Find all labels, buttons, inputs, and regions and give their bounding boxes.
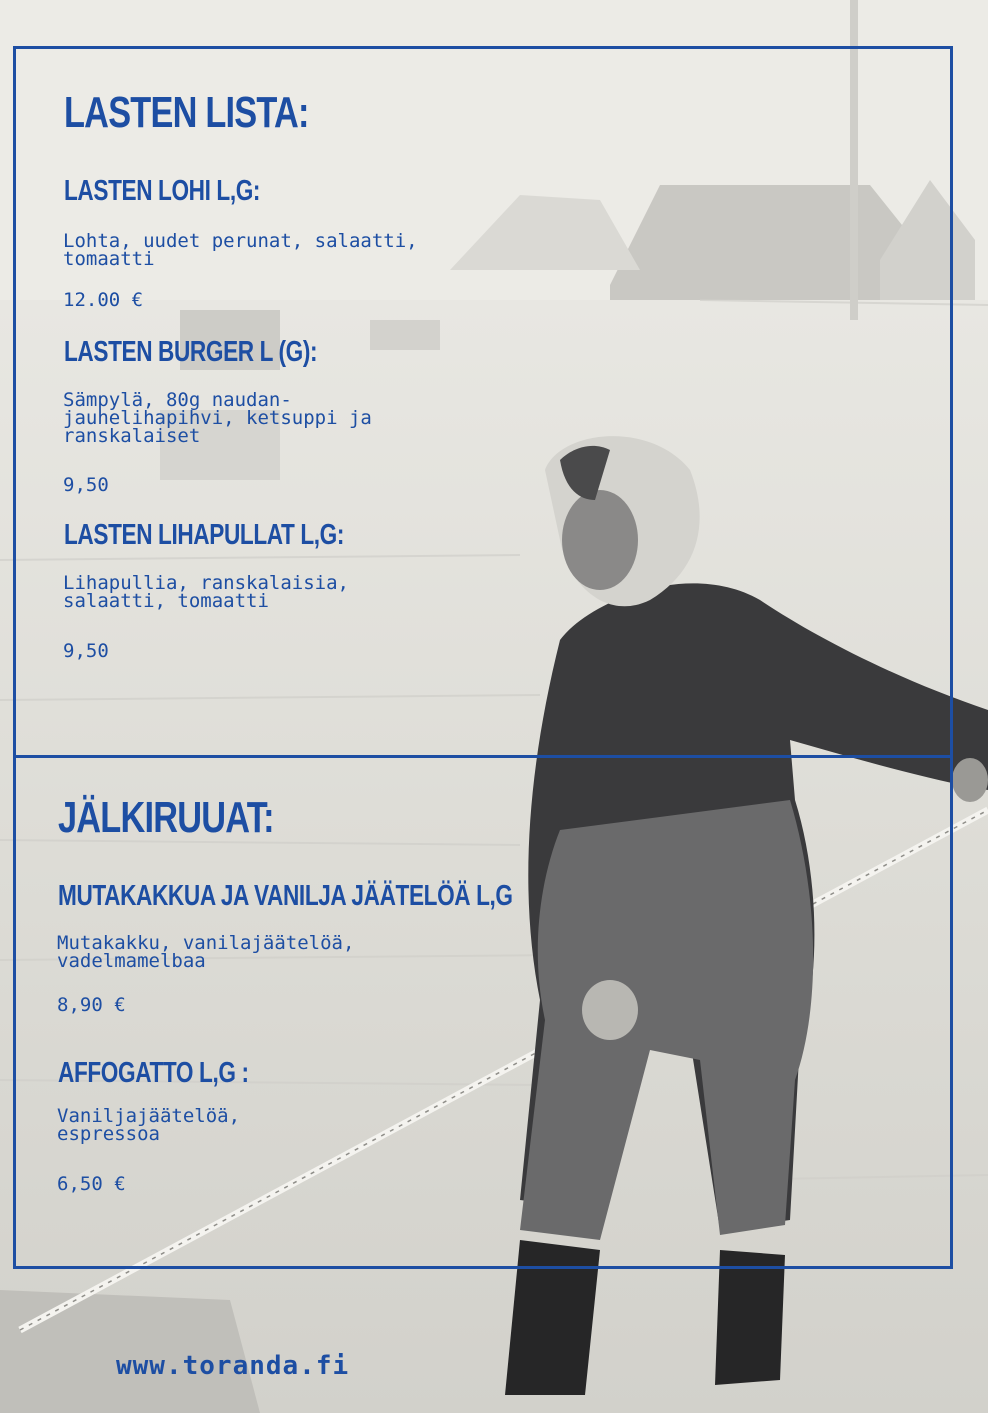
menu-item-description: Lihapullia, ranskalaisia, salaatti, tomaatti	[63, 572, 349, 612]
menu-item-price: 9,50	[63, 640, 109, 662]
menu-item-price: 8,90 €	[57, 994, 126, 1016]
menu-item-name: LASTEN BURGER L (G):	[64, 336, 318, 368]
menu-item-description: Sämpylä, 80g naudan- jauhelihapihvi, ketsuppi ja ranskalaiset	[63, 389, 372, 447]
menu-item-name: LASTEN LIHAPULLAT L,G:	[64, 519, 345, 551]
menu-item-price: 9,50	[63, 474, 109, 496]
menu-item-price: 6,50 €	[57, 1173, 126, 1195]
kids-menu-title: LASTEN LISTA:	[64, 88, 309, 137]
menu-item-description: Lohta, uudet perunat, salaatti, tomaatti	[63, 230, 418, 270]
website-link[interactable]: www.toranda.fi	[116, 1351, 350, 1381]
desserts-menu-title: JÄLKIRUUAT:	[58, 793, 274, 842]
menu-item-name: AFFOGATTO L,G :	[58, 1057, 249, 1089]
menu-item-name: MUTAKAKKUA JA VANILJA JÄÄTELÖÄ L,G	[58, 880, 513, 912]
menu-item-description: Vaniljajäätelöä, espressoa	[57, 1105, 241, 1145]
menu-item-description: Mutakakku, vanilajäätelöä, vadelmamelbaa	[57, 932, 355, 972]
menu-item-name: LASTEN LOHI L,G:	[64, 175, 261, 207]
menu-item-price: 12.00 €	[63, 289, 144, 311]
